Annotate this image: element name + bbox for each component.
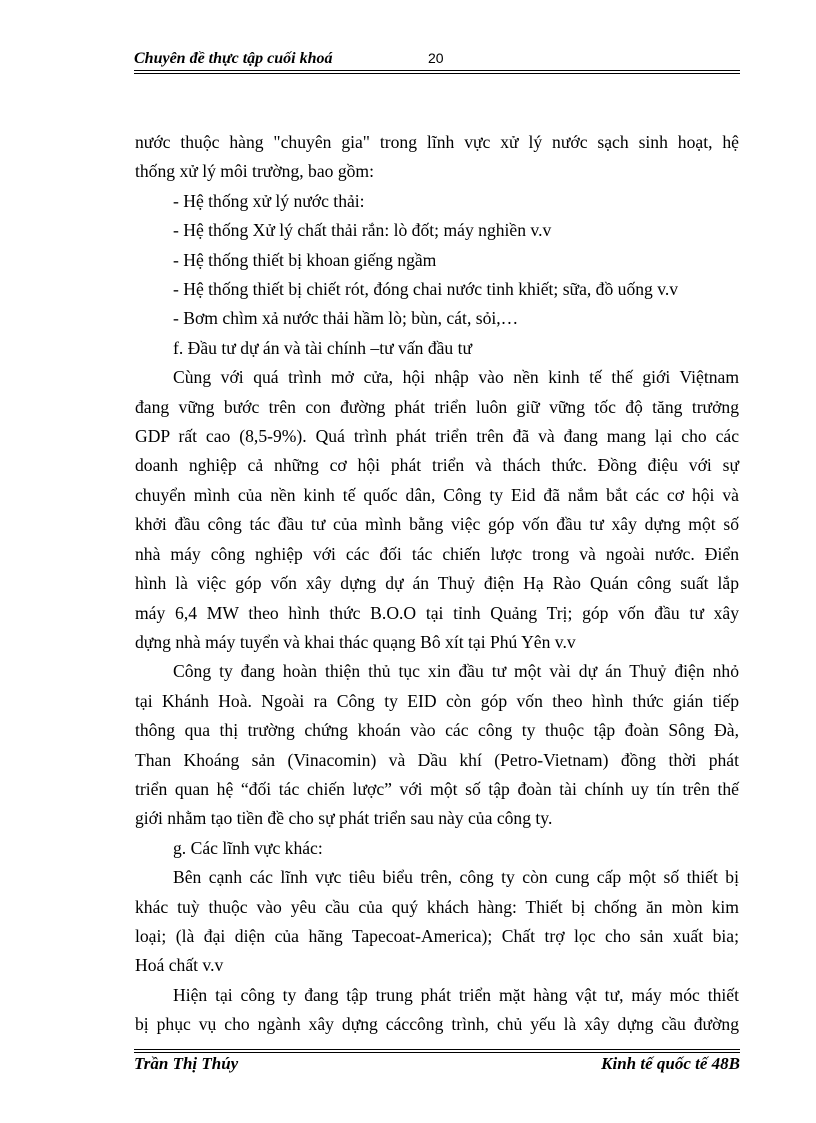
text-line: máy 6,4 MW theo hình thức B.O.O tại tỉnh Quảng Trị; góp vốn đầu tư xây <box>135 602 739 623</box>
footer-rule-thin <box>134 1049 740 1050</box>
text-line: doanh nghiệp cả những cơ hội phát triển và thách thức. Đồng điệu với sự <box>135 455 739 476</box>
text-line: hình là việc góp vốn xây dựng dự án Thuỷ điện Hạ Rào Quán công suất lắp <box>135 573 739 594</box>
text-line: GDP rất cao (8,5-9%). Quá trình phát triển trên đã và đang mang lại cho các <box>135 426 739 447</box>
text-line: loại; (là đại diện của hãng Tapecoat-America); Chất trợ lọc cho sản xuất bia; <box>135 925 739 946</box>
list-item: - Hệ thống thiết bị chiết rót, đóng chai nước tinh khiết; sữa, đồ uống v.v <box>173 279 679 300</box>
text-line: chuyển mình của nền kinh tế quốc dân, Công ty Eid đã nắm bắt các cơ hội và <box>135 484 739 505</box>
footer-class: Kinh tế quốc tế 48B <box>601 1054 740 1073</box>
page-header <box>134 46 740 72</box>
text-line: Công ty đang hoàn thiện thủ tục xin đầu tư một vài dự án Thuỷ điện nhỏ <box>173 661 739 682</box>
list-item: - Hệ thống Xử lý chất thải rắn: lò đốt; máy nghiền v.v <box>173 220 552 241</box>
text-line: Bên cạnh các lĩnh vực tiêu biểu trên, công ty còn cung cấp một số thiết bị <box>173 867 739 888</box>
page-body <box>135 128 739 1040</box>
text-line: giới nhằm tạo tiền đề cho sự phát triển sau này của công ty. <box>135 808 553 829</box>
text-line: bị phục vụ cho ngành xây dựng cáccông trình, chủ yếu là xây dựng cầu đường <box>135 1014 739 1035</box>
text-line: khởi đầu công tác đầu tư của mình bằng việc góp vốn đầu tư xây dựng một số <box>135 514 739 535</box>
header-rule-thick <box>134 70 740 71</box>
header-rule-thin <box>134 73 740 74</box>
text-line: đang vững bước trên con đường phát triển luôn giữ vững tốc độ tăng trưởng <box>135 396 739 417</box>
text-line: nước thuộc hàng "chuyên gia" trong lĩnh vực xử lý nước sạch sinh hoạt, hệ <box>135 132 739 152</box>
header-title: Chuyên đề thực tập cuối khoá <box>134 50 333 67</box>
list-item: - Bơm chìm xả nước thải hầm lò; bùn, cát, sỏi,… <box>173 308 519 329</box>
text-line: dựng nhà máy tuyển và khai thác quạng Bô xít tại Phú Yên v.v <box>135 631 576 652</box>
text-line: Hoá chất v.v <box>135 955 224 976</box>
text-line: nhà máy công nghiệp với các đối tác chiến lược trong và ngoài nước. Điển <box>135 543 739 564</box>
text-line: Cùng với quá trình mở cửa, hội nhập vào nền kinh tế thế giới Việtnam <box>173 367 739 388</box>
text-line: thống xử lý môi trường, bao gồm: <box>135 161 375 182</box>
text-line: triển quan hệ “đối tác chiến lược” với một số tập đoàn tài chính uy tín trên thế <box>135 778 739 799</box>
text-line: thông qua thị trường chứng khoán vào các công ty thuộc tập đoàn Sông Đà, <box>135 720 739 741</box>
text-line: khác tuỳ thuộc vào yêu cầu của quý khách hàng: Thiết bị chống ăn mòn kim <box>135 896 739 917</box>
section-heading-f: f. Đầu tư dự án và tài chính –tư vấn đầu tư <box>173 337 473 358</box>
text-line: Hiện tại công ty đang tập trung phát triển mặt hàng vật tư, máy móc thiết <box>173 984 739 1005</box>
text-line: Than Khoáng sản (Vinacomin) và Dầu khí (Petro-Vietnam) đồng thời phát <box>135 749 739 770</box>
section-heading-g: g. Các lĩnh vực khác: <box>173 837 323 858</box>
list-item: - Hệ thống thiết bị khoan giếng ngầm <box>173 249 437 270</box>
page-number: 20 <box>428 50 444 66</box>
text-line: tại Khánh Hoà. Ngoài ra Công ty EID còn góp vốn theo hình thức gián tiếp <box>135 690 739 711</box>
footer-author: Trần Thị Thúy <box>134 1054 239 1073</box>
footer-rule-thick <box>134 1052 740 1053</box>
page-footer <box>134 1044 740 1080</box>
list-item: - Hệ thống xử lý nước thải: <box>173 190 365 211</box>
